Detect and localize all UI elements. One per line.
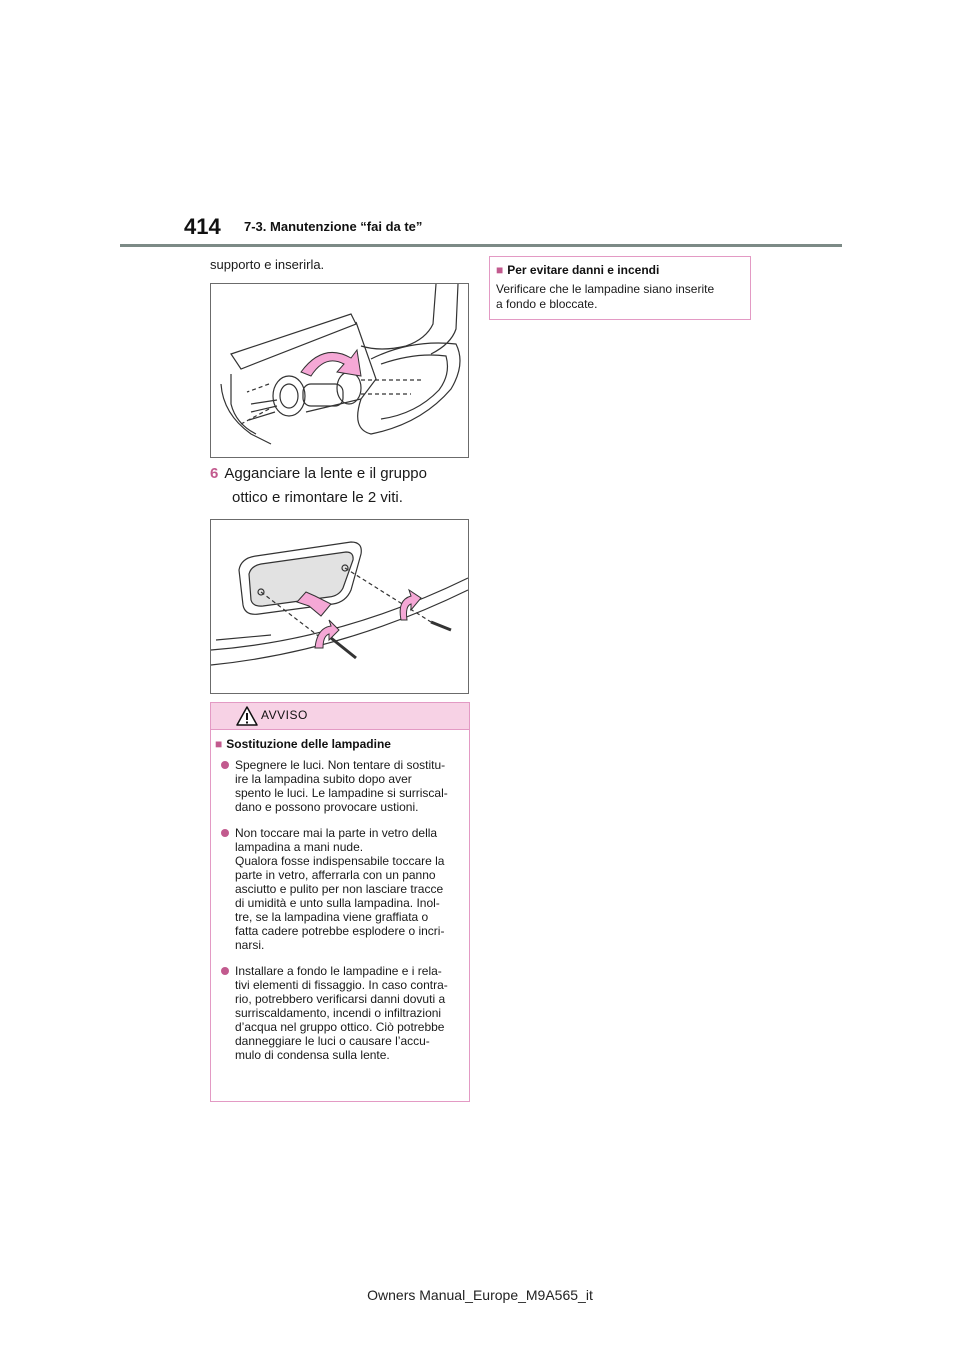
bullet-line: ire la lampadina subito dopo aver	[235, 772, 412, 786]
note-line: a fondo e bloccate.	[496, 297, 598, 311]
footer-text: Owners Manual_Europe_M9A565_it	[367, 1287, 593, 1303]
page-number: 414	[184, 214, 221, 239]
note-box	[489, 256, 751, 320]
step-6-line1: Agganciare la lente e il gruppo	[224, 465, 427, 482]
bullet-line: rio, potrebbero verificarsi danni dovuti a	[235, 992, 446, 1006]
warning-box	[210, 702, 470, 1102]
header-divider	[120, 244, 842, 247]
bullet-line: d’acqua nel gruppo ottico. Ciò potrebbe	[235, 1020, 445, 1034]
bullet-line: Qualora fosse indispensabile toccare la	[235, 854, 445, 868]
continuation-text: supporto e inserirla.	[210, 257, 325, 272]
note-heading	[496, 263, 750, 278]
bulb-installation-illustration	[211, 284, 468, 457]
warning-heading	[215, 737, 469, 752]
rotate-arrow-icon	[301, 350, 361, 376]
square-bullet-icon: ■	[215, 737, 223, 751]
note-body	[496, 282, 750, 312]
step-6-line2: ottico e rimontare le 2 viti.	[232, 489, 403, 506]
bullet-line: lampadina a mani nude.	[235, 840, 364, 854]
warning-title: AVVISO	[261, 708, 308, 722]
bullet-line: tivi elementi di fissaggio. In caso contra-	[235, 978, 448, 992]
bullet-line: asciutto e pulito per non lasciare tracce	[235, 882, 444, 896]
bullet-line: Non toccare mai la parte in vetro della	[235, 826, 438, 840]
bullet-line: fatta cadere potrebbe esplodere o incri-	[235, 924, 445, 938]
step-6	[210, 462, 470, 510]
step-6-number: 6	[210, 465, 219, 482]
bullet-line: di umidità e unto sulla lampadina. Inol-	[235, 896, 440, 910]
warning-triangle-icon	[236, 706, 258, 726]
lens-screws-figure	[210, 519, 469, 694]
note-heading-text: Per evitare danni e incendi	[507, 263, 660, 277]
bullet-line: surriscaldamento, incendi o infiltrazioni	[235, 1006, 442, 1020]
bullet-line: spento le luci. Le lampadine si surriscal-	[235, 786, 448, 800]
warning-heading-text: Sostituzione delle lampadine	[226, 737, 391, 751]
section-title: 7-3. Manutenzione “fai da te”	[244, 219, 423, 234]
bullet-line: danneggiare le luci o causare l’accu-	[235, 1034, 430, 1048]
bullet-line: Installare a fondo le lampadine e i rela-	[235, 964, 442, 978]
bullet-line: tre, se la lampadina viene graffiata o	[235, 910, 429, 924]
warning-header	[211, 703, 469, 730]
bullet-line: Spegnere le luci. Non tentare di sostitu-	[235, 758, 446, 772]
bullet-dot-icon	[221, 967, 229, 975]
bullet-line: mulo di condensa sulla lente.	[235, 1048, 390, 1062]
warning-bullet	[215, 826, 469, 952]
bullet-line: parte in vetro, afferrarla con un panno	[235, 868, 436, 882]
lens-screws-illustration	[211, 520, 468, 693]
warning-bullet	[215, 964, 469, 1062]
note-line: Verificare che le lampadine siano inserite	[496, 282, 715, 296]
square-bullet-icon: ■	[496, 263, 504, 277]
bullet-dot-icon	[221, 761, 229, 769]
bulb-installation-figure	[210, 283, 469, 458]
warning-bullet	[215, 758, 469, 814]
bullet-dot-icon	[221, 829, 229, 837]
bullet-line: dano e possono provocare ustioni.	[235, 800, 419, 814]
bullet-line: narsi.	[235, 938, 265, 952]
